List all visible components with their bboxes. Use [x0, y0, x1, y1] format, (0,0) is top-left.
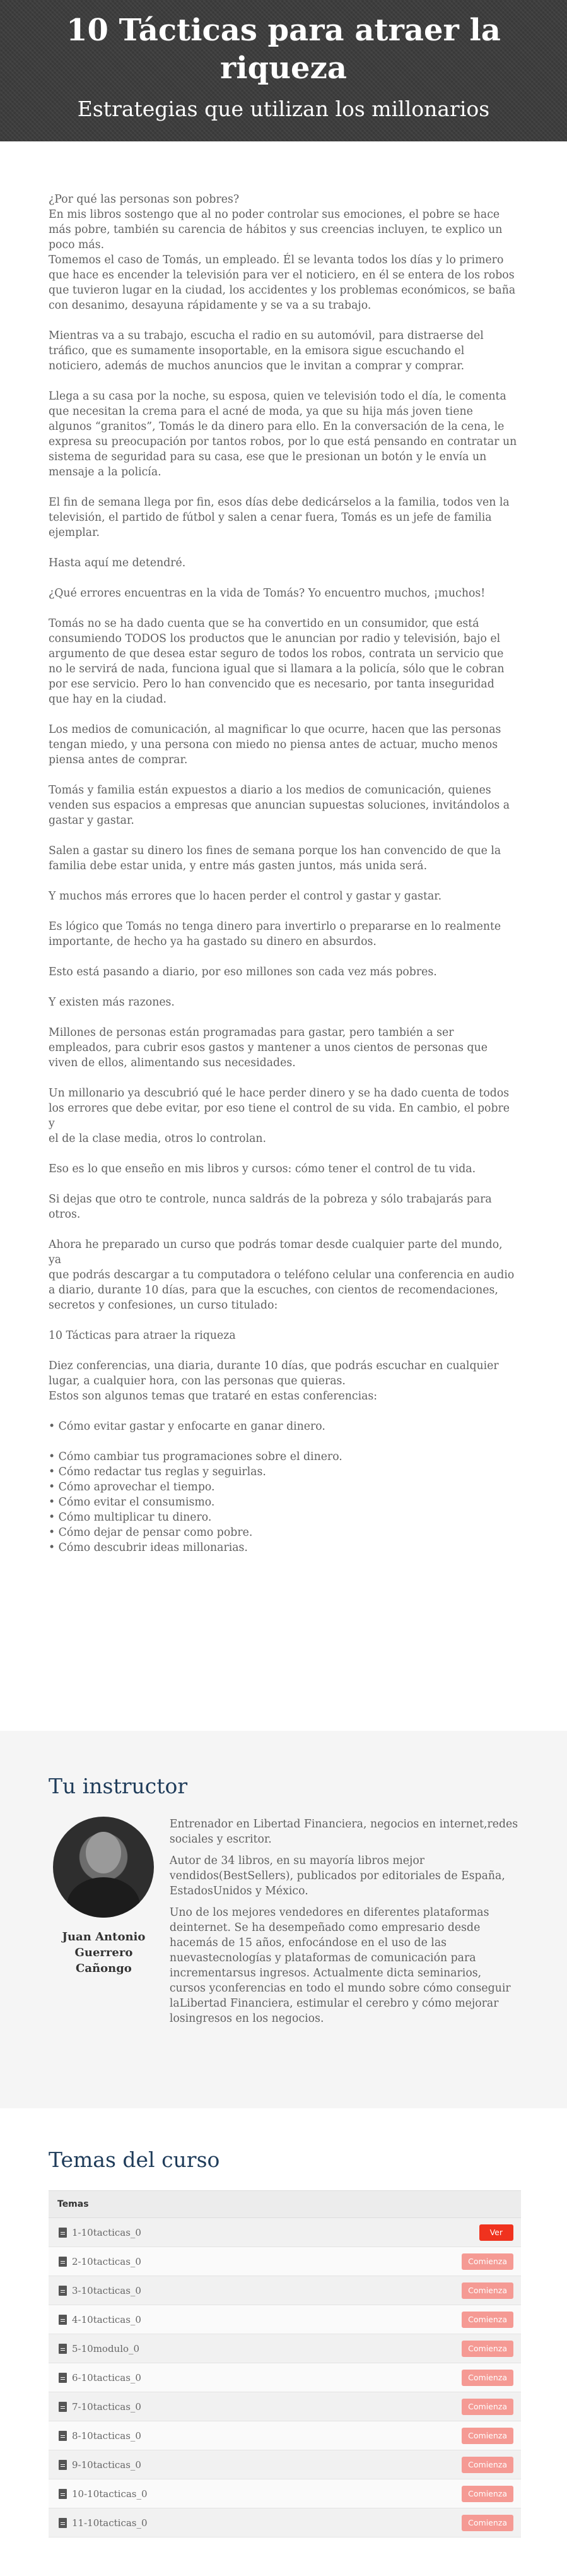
- article-line: Ahora he preparado un curso que podrás tomar desde cualquier parte del mundo, ya: [49, 1238, 503, 1266]
- instructor-name: [49, 1929, 159, 1976]
- article-line: otros.: [49, 1208, 81, 1221]
- article-paragraph: [49, 1161, 518, 1177]
- article-line: ¿Qué errores encuentras en la vida de Tomás? Yo encuentro muchos, ¡muchos!: [49, 587, 486, 600]
- article-line: que tuvieron lugar en la ciudad, los accidentes y los problemas económicos, se baña: [49, 284, 516, 297]
- article-line: consumiendo TODOS los productos que le anuncian por radio y televisión, bajo el: [49, 632, 501, 645]
- article-line: por ese servicio. Pero lo han convencido que es necesario, por tanta inseguridad: [49, 678, 494, 691]
- article-paragraph: [49, 889, 518, 904]
- bio-line: tecnologías y plataformas de comunicación para incrementar: [169, 1952, 476, 1979]
- topic-rows: [49, 2218, 521, 2537]
- final-lines: [49, 1358, 518, 1404]
- article-line: sistema de seguridad para su casa, ese que le presionan un botón y le envía un: [49, 451, 487, 463]
- article-paragraph: [49, 965, 518, 980]
- topic-label: 4-10tacticas_0: [72, 2313, 141, 2325]
- article-line: que hace es encender la televisión para ver el noticiero, en él se entera de los robos: [49, 269, 515, 282]
- table-row: [49, 2421, 521, 2450]
- article-line: Diez conferencias, una diaria, durante 10 días, que podrás escuchar en cualquier: [49, 1360, 499, 1372]
- bullet-item: • Cómo evitar gastar y enfocarte en ganar dinero.: [49, 1420, 325, 1433]
- page-subtitle: Estrategias que utilizan los millonarios: [77, 97, 490, 121]
- article-line: noticiero, además de muchos anuncios que le invitan a comprar y comprar.: [49, 360, 465, 372]
- article-line: Tomás no se ha dado cuenta que se ha convertido en un consumidor, que está: [49, 617, 479, 630]
- topics-title: Temas del curso: [49, 2147, 220, 2172]
- comienza-button[interactable]: Comienza: [462, 2253, 513, 2270]
- instructor-bio-paragraph: [170, 1817, 518, 1847]
- comienza-button[interactable]: Comienza: [462, 2341, 513, 2357]
- instructor-profile: [49, 1817, 159, 2033]
- file-icon: [59, 2373, 67, 2383]
- article-line: a diario, durante 10 días, para que la escuches, con cientos de recomendaciones,: [49, 1284, 498, 1297]
- article-line: ejemplar.: [49, 526, 100, 539]
- article-line: Un millonario ya descubrió qué le hace perder dinero y se ha dado cuenta de todos: [49, 1087, 510, 1100]
- article-paragraph: [49, 1192, 518, 1222]
- article-line: familia debe estar unida, y entre más gasten juntos, más unida será.: [49, 860, 428, 872]
- avatar: [53, 1817, 154, 1918]
- article-line: Eso es lo que enseño en mis libros y cursos: cómo tener el control de tu vida.: [49, 1163, 476, 1175]
- instructor-name-line: Guerrero: [74, 1946, 133, 1959]
- bio-line: internet. Se ha desempeñado como empresario desde hace: [169, 1921, 481, 1949]
- article-line: lugar, a cualquier hora, con las personas que quieras.: [49, 1375, 346, 1387]
- bio-line: más de 15 años, enfocándose en el uso de las nuevas: [169, 1937, 447, 1964]
- article-line: los errores que debe evitar, por eso tiene el control de su vida. En cambio, el pobre y: [49, 1102, 510, 1130]
- table-row: [49, 2363, 521, 2392]
- comienza-button[interactable]: Comienza: [462, 2399, 513, 2415]
- table-row: [49, 2218, 521, 2247]
- article-paragraph: [49, 389, 518, 480]
- article-paragraph: [49, 1086, 518, 1146]
- article-paragraph: [49, 783, 518, 828]
- topic-label: 11-10tacticas_0: [72, 2517, 148, 2529]
- intro-lines: [49, 207, 518, 313]
- avatar-head: [86, 1832, 121, 1873]
- comienza-button[interactable]: Comienza: [462, 2457, 513, 2473]
- topic-label: 10-10tacticas_0: [72, 2488, 148, 2500]
- article-line: El fin de semana llega por fin, esos días debe dedicárselos a la familia, todos ven la: [49, 496, 510, 509]
- file-icon: [59, 2460, 67, 2470]
- avatar-body: [67, 1877, 140, 1918]
- file-icon: [59, 2344, 67, 2354]
- article-line: gastar y gastar.: [49, 814, 134, 827]
- article-line: no le servirá de nada, funciona igual que si llamara a la policía, sólo que le cobran: [49, 663, 505, 675]
- topic-label: 9-10tacticas_0: [72, 2459, 141, 2471]
- article-line: importante, de hecho ya ha gastado su dinero en absurdos.: [49, 935, 377, 948]
- bullet-item: • Cómo descubrir ideas millonarias.: [49, 1541, 248, 1554]
- article-paragraph: [49, 616, 518, 707]
- article-line: 10 Tácticas para atraer la riqueza: [49, 1329, 236, 1342]
- article-line: Es lógico que Tomás no tenga dinero para invertirlo o prepararse en lo realmente: [49, 920, 501, 933]
- file-icon: [59, 2315, 67, 2325]
- comienza-button[interactable]: Comienza: [462, 2428, 513, 2444]
- table-row: [49, 2276, 521, 2305]
- article-line: el de la clase media, otros lo controlan.: [49, 1132, 267, 1145]
- file-icon: [59, 2286, 67, 2296]
- instructor-section: [0, 1731, 567, 2108]
- intro-question: ¿Por qué las personas son pobres?: [49, 193, 240, 206]
- bullet-list: [49, 1449, 518, 1555]
- table-row: [49, 2450, 521, 2479]
- comienza-button[interactable]: Comienza: [462, 2282, 513, 2299]
- bio-line: redes sociales y escritor.: [169, 1818, 518, 1846]
- article-line: Si dejas que otro te controle, nunca saldrás de la pobreza y sólo trabajarás para: [49, 1193, 492, 1206]
- article-paragraph: [49, 1025, 518, 1071]
- bullet-item: • Cómo dejar de pensar como pobre.: [49, 1526, 253, 1539]
- article-paragraph: [49, 495, 518, 540]
- topic-label: 8-10tacticas_0: [72, 2430, 141, 2442]
- table-row: [49, 2392, 521, 2421]
- article-line: Llega a su casa por la noche, su esposa, quien ve televisión todo el día, le comenta: [49, 390, 506, 403]
- article-line: Los medios de comunicación, al magnificar lo que ocurre, hacen que las personas: [49, 723, 501, 736]
- page-title: 10 Tácticas para atraer la riqueza: [66, 13, 501, 86]
- article-line: Hasta aquí me detendré.: [49, 557, 186, 569]
- file-icon: [59, 2402, 67, 2412]
- bullet-item: • Cómo cambiar tus programaciones sobre el dinero.: [49, 1451, 342, 1463]
- bio-line: Unidos y México.: [213, 1885, 308, 1897]
- article-intro: [49, 192, 518, 313]
- topic-label: 2-10tacticas_0: [72, 2255, 141, 2267]
- instructor-bio-paragraph: [170, 1853, 518, 1899]
- article-line: más pobre, también su carencia de hábitos y sus creencias incluyen, te explico un: [49, 223, 503, 236]
- comienza-button[interactable]: Comienza: [462, 2486, 513, 2502]
- table-header: Temas: [49, 2191, 521, 2218]
- article-line: viven de ellos, alimentando sus necesidades.: [49, 1057, 296, 1069]
- file-icon: [59, 2257, 67, 2267]
- instructor-bio: [170, 1817, 518, 2033]
- bullet-item: • Cómo multiplicar tu dinero.: [49, 1511, 212, 1524]
- article-line: Tomemos el caso de Tomás, un empleado. Él se levanta todos los días y lo primero: [49, 254, 504, 266]
- article-line: argumento de que desea estar seguro de todos los robos, contrata un servicio que: [49, 648, 504, 660]
- topics-table: [49, 2190, 521, 2537]
- bio-line: sus ingresos. Actualmente dicta seminarios, cursos y: [169, 1967, 482, 1995]
- instructor-name-line: Cañongo: [76, 1962, 132, 1975]
- file-icon: [59, 2489, 67, 2499]
- instructor-title: Tu instructor: [49, 1774, 188, 1798]
- article-line: Esto está pasando a diario, por eso millones son cada vez más pobres.: [49, 966, 437, 978]
- topic-label: 1-10tacticas_0: [72, 2226, 141, 2238]
- article-line: que hay en la ciudad.: [49, 693, 167, 706]
- article-line: algunos “granitos”, Tomás le da dinero para ello. En la conversación de la cena, le: [49, 420, 505, 433]
- article-paragraph: [49, 1328, 518, 1343]
- file-icon: [59, 2431, 67, 2441]
- article-line: Y existen más razones.: [49, 996, 175, 1009]
- ver-button[interactable]: Ver: [479, 2224, 513, 2241]
- article-final: [49, 1358, 518, 1555]
- table-row: [49, 2334, 521, 2363]
- article-line: Salen a gastar su dinero los fines de semana porque los han convencido de que la: [49, 845, 501, 857]
- bio-line: Libertad Financiera, estimular el cerebro y cómo mejorar los: [169, 1997, 499, 2025]
- bullet-item: • Cómo evitar el consumismo.: [49, 1496, 215, 1509]
- instructor-name-line: Juan Antonio: [62, 1930, 146, 1944]
- table-row: [49, 2247, 521, 2276]
- topic-label: 5-10modulo_0: [72, 2342, 140, 2354]
- article-paragraph: [49, 843, 518, 874]
- article-line: empleados, para cubrir esos gastos y mantener a unos cientos de personas que: [49, 1042, 488, 1054]
- article-line: que podrás descargar a tu computadora o teléfono celular una conferencia en audio: [49, 1269, 515, 1281]
- article-line: Mientras va a su trabajo, escucha el radio en su automóvil, para distraerse del: [49, 329, 484, 342]
- file-icon: [59, 2518, 67, 2528]
- article-line: venden sus espacios a empresas que anuncian supuestas soluciones, invitándolos a: [49, 799, 510, 812]
- article-paragraph: [49, 586, 518, 601]
- article-line: Tomás y familia están expuestos a diario a los medios de comunicación, quienes: [49, 784, 491, 797]
- topics-section: [0, 2108, 567, 2572]
- instructor-bio-paragraph: [170, 1905, 518, 2026]
- article-paragraph: [49, 995, 518, 1010]
- topic-label: 3-10tacticas_0: [72, 2284, 141, 2296]
- article-line: mensaje a la policía.: [49, 466, 161, 478]
- article-line: tráfico, que es sumamente insoportable, en la emisora sigue escuchando el: [49, 345, 465, 357]
- topic-label: 6-10tacticas_0: [72, 2371, 141, 2383]
- article: [0, 141, 567, 1731]
- article-line: secretos y confesiones, un curso titulado:: [49, 1299, 278, 1312]
- comienza-button[interactable]: Comienza: [462, 2312, 513, 2328]
- article-line: Y muchos más errores que lo hacen perder el control y gastar y gastar.: [49, 890, 442, 903]
- bullet-item: • Cómo redactar tus reglas y seguirlas.: [49, 1466, 266, 1478]
- article-line: poco más.: [49, 239, 105, 251]
- article-line: que necesitan la crema para el acné de moda, ya que su hija más joven tiene: [49, 405, 473, 418]
- table-row: [49, 2508, 521, 2537]
- topic-label: 7-10tacticas_0: [72, 2401, 141, 2413]
- article-line: Millones de personas están programadas para gastar, pero también a ser: [49, 1026, 454, 1039]
- comienza-button[interactable]: Comienza: [462, 2515, 513, 2531]
- article-paragraph: [49, 328, 518, 374]
- article-paragraph: [49, 1237, 518, 1313]
- page-header: [0, 0, 567, 141]
- instructor-body: [49, 1817, 518, 2033]
- bio-line: Uno de los mejores vendedores en diferentes plataformas de: [169, 1906, 489, 1934]
- article-paragraphs: [49, 328, 518, 1343]
- table-row: [49, 2305, 521, 2334]
- article-line: tengan miedo, y una persona con miedo no piensa antes de actuar, mucho menos: [49, 739, 498, 751]
- article-line: expresa su preocupación por tantos robos, por lo que está pensando en contratar un: [49, 436, 517, 448]
- article-line: En mis libros sostengo que al no poder controlar sus emociones, el pobre se hace: [49, 208, 500, 221]
- article-line: piensa antes de comprar.: [49, 754, 188, 766]
- article-line: Estos son algunos temas que trataré en estas conferencias:: [49, 1390, 378, 1403]
- article-paragraph: [49, 919, 518, 949]
- table-row: [49, 2479, 521, 2508]
- bio-line: Autor de 34 libros, en su mayoría libros mejor vendidos: [169, 1855, 425, 1882]
- article-line: con desanimo, desayuna rápidamente y se va a su trabajo.: [49, 299, 371, 312]
- file-icon: [59, 2228, 67, 2238]
- bio-line: Entrenador en Libertad Financiera, negocios en internet,: [169, 1818, 488, 1831]
- article-paragraph: [49, 555, 518, 571]
- bio-line: ingresos en los negocios.: [185, 2012, 324, 2025]
- article-line: televisión, el partido de fútbol y salen a cenar fuera, Tomás es un jefe de familia: [49, 511, 492, 524]
- bullet-item: • Cómo aprovechar el tiempo.: [49, 1481, 215, 1493]
- bio-line: conferencias en todo el mundo sobre cómo conseguir la: [169, 1982, 511, 2010]
- article-paragraph: [49, 722, 518, 768]
- comienza-button[interactable]: Comienza: [462, 2370, 513, 2386]
- bio-line: (BestSellers), publicados por editoriales de España, Estados: [169, 1870, 505, 1897]
